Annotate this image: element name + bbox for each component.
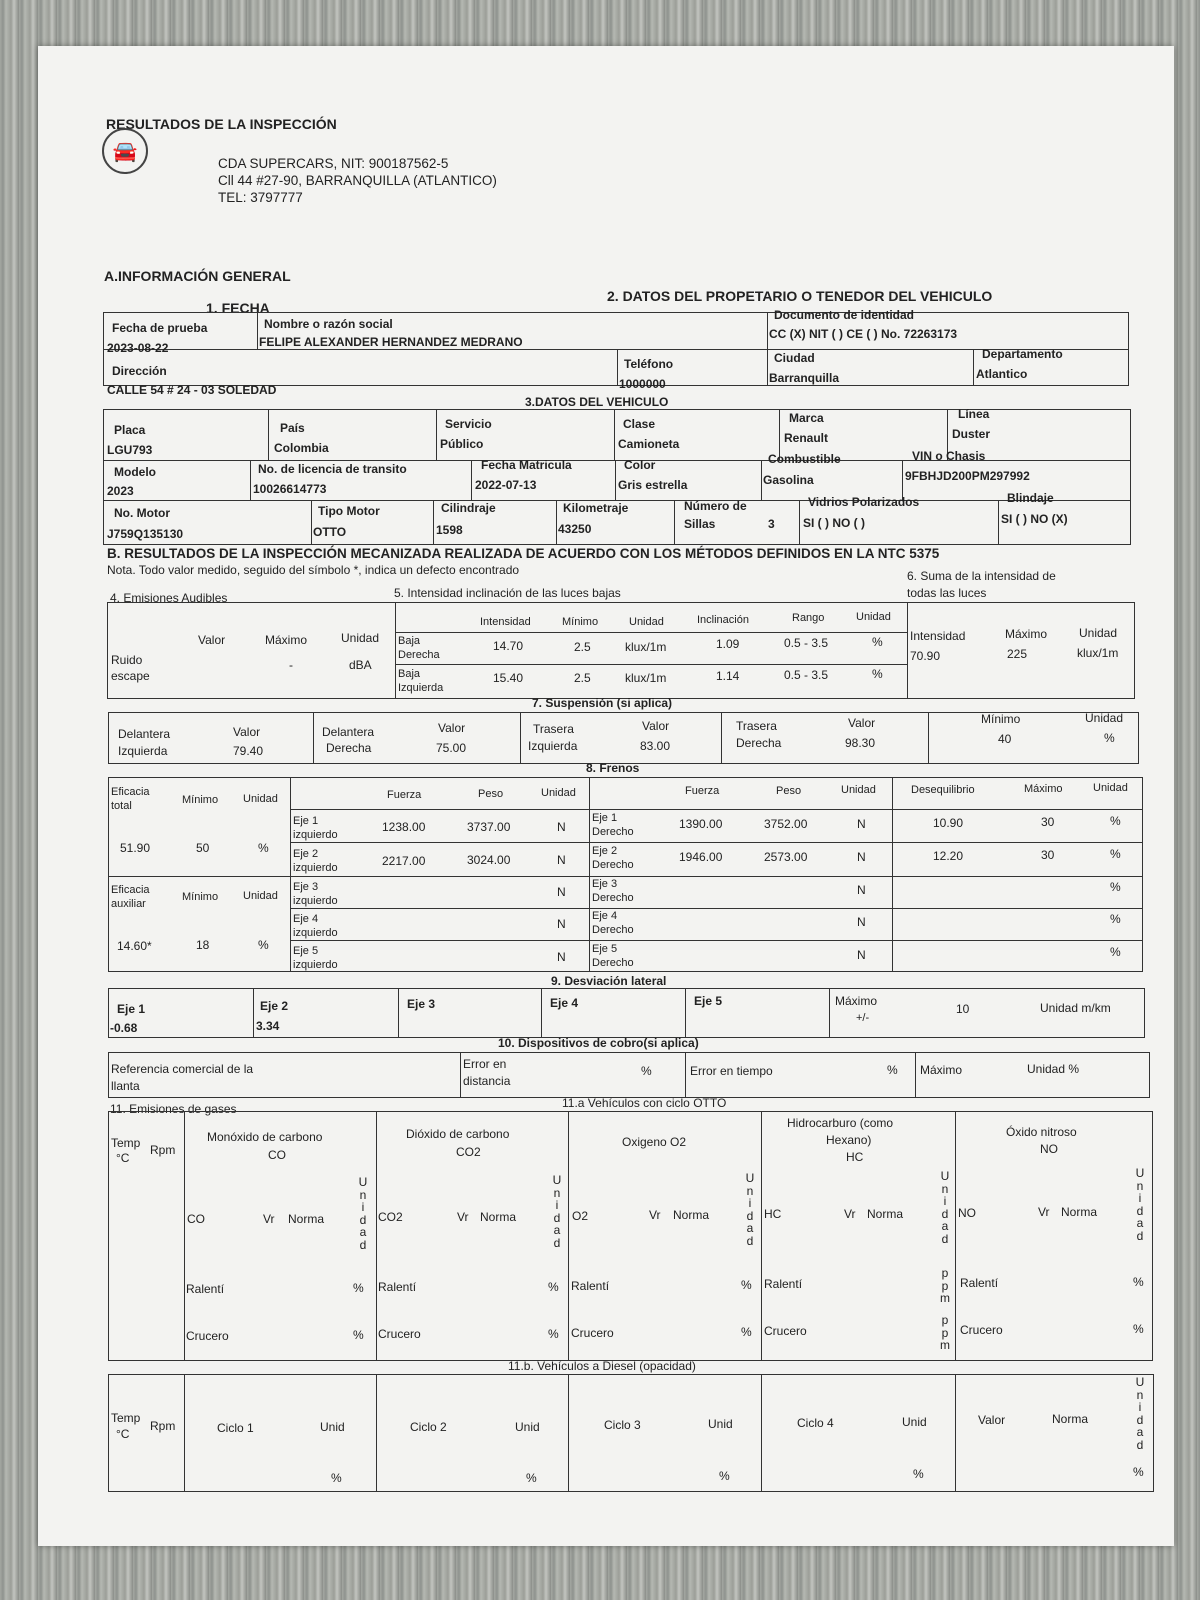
ruido-unidad: dBA bbox=[349, 658, 372, 672]
diesel-ciclo2: Ciclo 2 bbox=[410, 1420, 447, 1434]
modelo-value: 2023 bbox=[107, 484, 134, 498]
diesel-ciclo4: Ciclo 4 bbox=[797, 1416, 834, 1430]
dispositivos-error-dist-1: Error en bbox=[463, 1057, 507, 1071]
frenos-izq-peso-label: Peso bbox=[478, 788, 504, 800]
eficacia-aux-min: 18 bbox=[196, 938, 210, 952]
eje4-izq-unidad: N bbox=[557, 917, 566, 931]
desv-maximo-label-2: +/- bbox=[856, 1012, 870, 1024]
frenos-der-fuerza-label: Fuerza bbox=[685, 785, 720, 797]
suspension-title: 7. Suspensión (si aplica) bbox=[532, 696, 673, 710]
luz-derecha-label-2: Derecha bbox=[398, 649, 440, 661]
eje2-der-peso: 2573.00 bbox=[764, 850, 808, 864]
diesel-unidad-pct: % bbox=[1133, 1465, 1144, 1479]
luz-derecha-unidad2: % bbox=[872, 635, 883, 649]
diesel-table bbox=[108, 1374, 1154, 1492]
eje1-der-peso: 3752.00 bbox=[764, 817, 808, 831]
departamento-value: Atlantico bbox=[976, 367, 1028, 381]
kilometraje-label: Kilometraje bbox=[563, 501, 629, 515]
audibles-maximo-label: Máximo bbox=[265, 633, 308, 647]
desv-eje2-label: Eje 2 bbox=[260, 999, 289, 1013]
eficacia-total-unidad: % bbox=[258, 841, 269, 855]
documento-value: CC (X) NIT ( ) CE ( ) No. 72263173 bbox=[769, 327, 958, 341]
vin-label: VIN o Chasis bbox=[912, 449, 986, 463]
eje1-der-label-2: Derecho bbox=[592, 826, 634, 838]
company-phone: TEL: 3797777 bbox=[218, 190, 303, 205]
dispositivos-error-tiempo: Error en tiempo bbox=[690, 1064, 773, 1078]
blindaje-value: SI ( ) NO (X) bbox=[1001, 512, 1068, 526]
luz-izquierda-label-1: Baja bbox=[398, 668, 421, 680]
combustible-label: Combustible bbox=[768, 452, 841, 466]
eje1-unidad: % bbox=[1110, 814, 1121, 828]
gas-co-name-2: CO bbox=[268, 1148, 286, 1162]
luz-derecha-rango: 0.5 - 3.5 bbox=[784, 636, 829, 650]
suma-title-1: 6. Suma de la intensidad de bbox=[907, 569, 1056, 583]
eje3-unidad: % bbox=[1110, 880, 1121, 894]
blindaje-label: Blindaje bbox=[1007, 491, 1054, 505]
sillas-label-2: Sillas bbox=[684, 517, 716, 531]
susp-di-valor: 79.40 bbox=[233, 744, 264, 758]
eje1-der-label-1: Eje 1 bbox=[592, 812, 618, 824]
eje5-unidad: % bbox=[1110, 945, 1121, 959]
car-icon: 🚘 bbox=[112, 140, 138, 163]
vidrios-label: Vidrios Polarizados bbox=[808, 495, 920, 509]
eje3-izq-label-2: izquierdo bbox=[293, 895, 338, 907]
frenos-der-peso-label: Peso bbox=[776, 785, 802, 797]
propietario-title: 2. DATOS DEL PROPETARIO O TENEDOR DEL VEHICULO bbox=[607, 288, 993, 304]
eje2-izq-label-2: izquierdo bbox=[293, 862, 338, 874]
no-ralenti-pct: % bbox=[1133, 1275, 1144, 1289]
luz-izquierda-rango: 0.5 - 3.5 bbox=[784, 668, 829, 682]
diesel-ciclo1-unid: Unid bbox=[320, 1420, 345, 1434]
susp-minimo-label: Mínimo bbox=[981, 712, 1021, 726]
clase-label: Clase bbox=[623, 417, 656, 431]
licencia-value: 10026614773 bbox=[253, 482, 327, 496]
ciudad-label: Ciudad bbox=[774, 351, 815, 365]
susp-td-valor-label: Valor bbox=[848, 716, 876, 730]
gas-o2-code: O2 bbox=[572, 1209, 589, 1223]
luz-izquierda-intensidad: 15.40 bbox=[493, 671, 524, 685]
dispositivos-title: 10. Dispositivos de cobro(si aplica) bbox=[498, 1036, 699, 1050]
eje2-der-label-2: Derecho bbox=[592, 859, 634, 871]
linea-label: Línea bbox=[958, 407, 990, 421]
eje2-deseq: 12.20 bbox=[933, 849, 964, 863]
diesel-ciclo2-pct: % bbox=[526, 1471, 537, 1485]
dispositivos-table bbox=[108, 1052, 1150, 1098]
eficacia-aux-value: 14.60* bbox=[117, 939, 152, 953]
desv-unidad-label: Unidad m/km bbox=[1040, 1001, 1111, 1015]
diesel-ciclo1-pct: % bbox=[331, 1471, 342, 1485]
telefono-label: Teléfono bbox=[624, 357, 674, 371]
gas-co-code: CO bbox=[187, 1212, 205, 1226]
color-value: Gris estrella bbox=[618, 478, 688, 492]
diesel-ciclo4-pct: % bbox=[913, 1467, 924, 1481]
desv-eje2-value: 3.34 bbox=[256, 1019, 280, 1033]
eje1-der-fuerza: 1390.00 bbox=[679, 817, 723, 831]
section-b-note: Nota. Todo valor medido, seguido del símbolo *, indica un defecto encontrado bbox=[107, 563, 520, 577]
suma-maximo-value: 225 bbox=[1007, 647, 1028, 661]
gas-co2-name-1: Dióxido de carbono bbox=[406, 1127, 510, 1141]
direccion-label: Dirección bbox=[112, 364, 167, 378]
nombre-value: FELIPE ALEXANDER HERNANDEZ MEDRANO bbox=[259, 335, 523, 349]
otto-title: 11.a Vehículos con ciclo OTTO bbox=[562, 1096, 727, 1110]
susp-unidad-value: % bbox=[1104, 731, 1115, 745]
document-title: RESULTADOS DE LA INSPECCIÓN bbox=[106, 116, 337, 132]
o2-crucero-pct: % bbox=[741, 1325, 752, 1339]
gas-co2-name-2: CO2 bbox=[456, 1145, 481, 1159]
gas-hc-name-3: HC bbox=[846, 1150, 864, 1164]
gas-o2-unidad-vertical: U n i d a d bbox=[745, 1171, 755, 1248]
hc-crucero-ppm-vertical: p p m bbox=[940, 1313, 950, 1352]
susp-ti-valor-label: Valor bbox=[642, 719, 670, 733]
luces-header-rango: Rango bbox=[792, 612, 825, 624]
eje4-der-unidad: N bbox=[857, 915, 866, 929]
eje2-der-unidad: N bbox=[857, 850, 866, 864]
suma-intensidad-label: Intensidad bbox=[910, 629, 966, 643]
fecha-prueba-value: 2023-08-22 bbox=[107, 341, 169, 355]
gas-co2-vr: Vr bbox=[457, 1210, 469, 1224]
luz-derecha-intensidad: 14.70 bbox=[493, 639, 524, 653]
luz-derecha-label-1: Baja bbox=[398, 635, 421, 647]
luz-izquierda-unidad2: % bbox=[872, 667, 883, 681]
susp-dd-label-2: Derecha bbox=[326, 741, 372, 755]
luces-header-unidad: Unidad bbox=[629, 616, 664, 628]
susp-ti-label-1: Trasera bbox=[533, 722, 574, 736]
linea-value: Duster bbox=[952, 427, 991, 441]
direccion-value: CALLE 54 # 24 - 03 SOLEDAD bbox=[107, 383, 277, 397]
suma-unidad-value: klux/1m bbox=[1077, 646, 1119, 660]
tipo-motor-value: OTTO bbox=[313, 525, 347, 539]
eficacia-aux-label-2: auxiliar bbox=[111, 898, 146, 910]
vehiculo-title: 3.DATOS DEL VEHICULO bbox=[525, 395, 669, 409]
motor-value: J759Q135130 bbox=[107, 527, 184, 541]
ruido-label-2: escape bbox=[111, 669, 150, 683]
placa-value: LGU793 bbox=[107, 443, 153, 457]
eje2-izq-peso: 3024.00 bbox=[467, 853, 511, 867]
desv-eje4-label: Eje 4 bbox=[550, 996, 579, 1010]
otto-temp-unit: °C bbox=[116, 1151, 130, 1165]
diesel-valor: Valor bbox=[978, 1413, 1006, 1427]
audibles-valor-label: Valor bbox=[198, 633, 226, 647]
gas-co2-code: CO2 bbox=[378, 1210, 403, 1224]
servicio-label: Servicio bbox=[445, 417, 492, 431]
susp-di-label-2: Izquierda bbox=[118, 744, 168, 758]
eje2-der-fuerza: 1946.00 bbox=[679, 850, 723, 864]
susp-td-label-1: Trasera bbox=[736, 719, 777, 733]
diesel-ciclo3-pct: % bbox=[719, 1469, 730, 1483]
diesel-norma: Norma bbox=[1052, 1412, 1089, 1426]
susp-dd-label-1: Delantera bbox=[322, 725, 375, 739]
audibles-unidad-label: Unidad bbox=[341, 631, 380, 645]
co-ralenti-pct: % bbox=[353, 1281, 364, 1295]
dispositivos-maximo: Máximo bbox=[920, 1063, 963, 1077]
no-crucero-pct: % bbox=[1133, 1322, 1144, 1336]
eficacia-total-min-label: Mínimo bbox=[182, 794, 219, 806]
gases-title: 11. Emisiones de gases bbox=[110, 1102, 237, 1116]
suma-intensidad-value: 70.90 bbox=[910, 649, 941, 663]
eje4-izq-label-1: Eje 4 bbox=[293, 913, 319, 925]
eje1-izq-unidad: N bbox=[557, 820, 566, 834]
dispositivos-error-dist-unit: % bbox=[641, 1064, 652, 1078]
desv-eje5-label: Eje 5 bbox=[694, 994, 723, 1008]
gas-no-code: NO bbox=[958, 1206, 976, 1220]
eje5-der-label-1: Eje 5 bbox=[592, 943, 618, 955]
frenos-izq-unidad-label: Unidad bbox=[541, 787, 576, 799]
diesel-ciclo3-unid: Unid bbox=[708, 1417, 733, 1431]
departamento-label: Departamento bbox=[982, 347, 1063, 361]
eje1-izq-label-1: Eje 1 bbox=[293, 815, 319, 827]
ruido-valor: - bbox=[289, 658, 293, 672]
suma-maximo-label: Máximo bbox=[1005, 627, 1048, 641]
gas-no-vr: Vr bbox=[1038, 1205, 1050, 1219]
gas-hc-norma: Norma bbox=[867, 1207, 904, 1221]
combustible-value: Gasolina bbox=[763, 473, 814, 487]
telefono-value: 1000000 bbox=[619, 377, 666, 391]
section-a-title: A.INFORMACIÓN GENERAL bbox=[104, 268, 291, 284]
eje5-izq-unidad: N bbox=[557, 950, 566, 964]
motor-label: No. Motor bbox=[114, 506, 170, 520]
hc-crucero: Crucero bbox=[764, 1324, 807, 1338]
eficacia-aux-min-label: Mínimo bbox=[182, 891, 219, 903]
eje4-der-label-1: Eje 4 bbox=[592, 910, 618, 922]
desviacion-title: 9. Desviación lateral bbox=[551, 974, 667, 988]
desv-eje1-value: -0.68 bbox=[110, 1021, 138, 1035]
o2-ralenti-pct: % bbox=[741, 1278, 752, 1292]
gas-hc-vr: Vr bbox=[844, 1207, 856, 1221]
eje3-izq-label-1: Eje 3 bbox=[293, 881, 319, 893]
vidrios-value: SI ( ) NO ( ) bbox=[803, 516, 865, 530]
gas-co-name-1: Monóxido de carbono bbox=[207, 1130, 323, 1144]
tipo-motor-label: Tipo Motor bbox=[318, 504, 380, 518]
o2-crucero: Crucero bbox=[571, 1326, 614, 1340]
o2-ralenti: Ralentí bbox=[571, 1279, 610, 1293]
frenos-title: 8. Frenos bbox=[586, 761, 640, 775]
eje2-der-label-1: Eje 2 bbox=[592, 845, 618, 857]
eficacia-aux-unidad-label: Unidad bbox=[243, 890, 278, 902]
susp-dd-valor-label: Valor bbox=[438, 721, 466, 735]
company-logo bbox=[102, 128, 148, 174]
diesel-ciclo4-unid: Unid bbox=[902, 1415, 927, 1429]
eficacia-total-label-1: Eficacia bbox=[111, 786, 150, 798]
co2-crucero-pct: % bbox=[548, 1327, 559, 1341]
co-crucero: Crucero bbox=[186, 1329, 229, 1343]
dispositivos-ref-label-2: llanta bbox=[111, 1079, 140, 1093]
dispositivos-error-dist-2: distancia bbox=[463, 1074, 511, 1088]
pais-label: País bbox=[280, 421, 305, 435]
dispositivos-error-tiempo-unit: % bbox=[887, 1063, 898, 1077]
frenos-der-unidad-label: Unidad bbox=[841, 784, 876, 796]
desv-eje1-label: Eje 1 bbox=[117, 1002, 146, 1016]
eje3-der-label-2: Derecho bbox=[592, 892, 634, 904]
eje1-izq-peso: 3737.00 bbox=[467, 820, 511, 834]
frenos-unidad-label: Unidad bbox=[1093, 782, 1128, 794]
licencia-label: No. de licencia de transito bbox=[258, 462, 407, 476]
eje1-der-unidad: N bbox=[857, 817, 866, 831]
diesel-ciclo2-unid: Unid bbox=[515, 1420, 540, 1434]
susp-unidad-label: Unidad bbox=[1085, 711, 1124, 725]
diesel-temp-label: Temp bbox=[111, 1411, 141, 1425]
frenos-max-label: Máximo bbox=[1024, 783, 1063, 795]
gas-co-vr: Vr bbox=[263, 1212, 275, 1226]
eficacia-aux-label-1: Eficacia bbox=[111, 884, 150, 896]
pais-value: Colombia bbox=[274, 441, 329, 455]
placa-label: Placa bbox=[114, 423, 146, 437]
servicio-value: Público bbox=[440, 437, 484, 451]
matricula-label: Fecha Matricula bbox=[481, 458, 572, 472]
hc-ralenti-ppm-vertical: p p m bbox=[940, 1266, 950, 1305]
diesel-ciclo1: Ciclo 1 bbox=[217, 1421, 254, 1435]
susp-td-label-2: Derecha bbox=[736, 736, 782, 750]
luz-izquierda-unidad: klux/1m bbox=[625, 671, 667, 685]
no-crucero: Crucero bbox=[960, 1323, 1003, 1337]
eje5-izq-label-2: izquierdo bbox=[293, 959, 338, 971]
luces-header-unidad2: Unidad bbox=[856, 611, 891, 623]
luz-izquierda-inclinacion: 1.14 bbox=[716, 669, 740, 683]
susp-dd-valor: 75.00 bbox=[436, 741, 467, 755]
gas-co2-unidad-vertical: U n i d a d bbox=[552, 1173, 562, 1250]
frenos-deseq-label: Desequilibrio bbox=[911, 784, 975, 796]
co-crucero-pct: % bbox=[353, 1328, 364, 1342]
luz-derecha-minimo: 2.5 bbox=[574, 640, 591, 654]
marca-value: Renault bbox=[784, 431, 829, 445]
diesel-temp-unit: °C bbox=[116, 1427, 130, 1441]
gas-hc-name-2: Hexano) bbox=[826, 1133, 872, 1147]
company-address: Cll 44 #27-90, BARRANQUILLA (ATLANTICO) bbox=[218, 173, 497, 188]
otto-temp-label: Temp bbox=[111, 1136, 141, 1150]
no-ralenti: Ralentí bbox=[960, 1276, 999, 1290]
cilindraje-value: 1598 bbox=[436, 523, 463, 537]
ruido-label-1: Ruido bbox=[111, 653, 143, 667]
color-label: Color bbox=[624, 458, 656, 472]
diesel-rpm-label: Rpm bbox=[150, 1419, 176, 1433]
eje4-izq-label-2: izquierdo bbox=[293, 927, 338, 939]
luz-derecha-unidad: klux/1m bbox=[625, 640, 667, 654]
eje4-unidad: % bbox=[1110, 912, 1121, 926]
eje2-izq-fuerza: 2217.00 bbox=[382, 854, 426, 868]
eje5-der-unidad: N bbox=[857, 948, 866, 962]
gas-o2-norma: Norma bbox=[673, 1208, 710, 1222]
susp-di-label-1: Delantera bbox=[118, 727, 171, 741]
luz-izquierda-label-2: Izquierda bbox=[398, 682, 444, 694]
fecha-prueba-label: Fecha de prueba bbox=[112, 321, 208, 335]
co-ralenti: Ralentí bbox=[186, 1282, 225, 1296]
gas-o2-vr: Vr bbox=[649, 1208, 661, 1222]
nombre-label: Nombre o razón social bbox=[264, 317, 393, 331]
eficacia-aux-unidad: % bbox=[258, 938, 269, 952]
eficacia-total-unidad-label: Unidad bbox=[243, 793, 278, 805]
gas-hc-unidad-vertical: U n i d a d bbox=[940, 1169, 950, 1246]
suma-title-2: todas las luces bbox=[907, 586, 987, 600]
cilindraje-label: Cilindraje bbox=[441, 501, 496, 515]
sillas-label-1: Número de bbox=[684, 499, 747, 513]
company-name: CDA SUPERCARS, NIT: 900187562-5 bbox=[218, 156, 449, 171]
desv-maximo-label-1: Máximo bbox=[835, 994, 878, 1008]
gas-no-name-2: NO bbox=[1040, 1142, 1058, 1156]
diesel-unidad-vertical: U n i d a d bbox=[1135, 1375, 1145, 1452]
susp-td-valor: 98.30 bbox=[845, 736, 876, 750]
desv-eje3-label: Eje 3 bbox=[407, 997, 436, 1011]
eje1-izq-label-2: izquierdo bbox=[293, 829, 338, 841]
eje3-izq-unidad: N bbox=[557, 885, 566, 899]
gas-no-norma: Norma bbox=[1061, 1205, 1098, 1219]
luces-title: 5. Intensidad inclinación de las luces bajas bbox=[394, 586, 621, 600]
documento-label: Documento de identidad bbox=[774, 308, 915, 322]
suma-unidad-label: Unidad bbox=[1079, 626, 1118, 640]
desv-maximo-value: 10 bbox=[956, 1002, 970, 1016]
gas-co-unidad-vertical: U n i d a d bbox=[358, 1175, 368, 1252]
susp-ti-label-2: Izquierda bbox=[528, 739, 578, 753]
susp-minimo-value: 40 bbox=[998, 732, 1012, 746]
ciudad-value: Barranquilla bbox=[769, 371, 840, 385]
sillas-value: 3 bbox=[768, 517, 775, 531]
luz-izquierda-minimo: 2.5 bbox=[574, 671, 591, 685]
eficacia-total-label-2: total bbox=[111, 800, 132, 812]
clase-value: Camioneta bbox=[618, 437, 680, 451]
hc-ralenti: Ralentí bbox=[764, 1277, 803, 1291]
eficacia-total-value: 51.90 bbox=[120, 841, 151, 855]
luces-header-minimo: Mínimo bbox=[562, 616, 599, 628]
eje1-max: 30 bbox=[1041, 815, 1055, 829]
co2-crucero: Crucero bbox=[378, 1327, 421, 1341]
luces-header-inclinacion: Inclinación bbox=[697, 614, 749, 626]
eje2-izq-unidad: N bbox=[557, 853, 566, 867]
co2-ralenti-pct: % bbox=[548, 1280, 559, 1294]
luz-derecha-inclinacion: 1.09 bbox=[716, 637, 740, 651]
eje3-der-label-1: Eje 3 bbox=[592, 878, 618, 890]
eje5-der-label-2: Derecho bbox=[592, 957, 634, 969]
co2-ralenti: Ralentí bbox=[378, 1280, 417, 1294]
diesel-title: 11.b. Vehículos a Diesel (opacidad) bbox=[508, 1359, 696, 1373]
luces-header-intensidad: Intensidad bbox=[480, 616, 531, 628]
eje3-der-unidad: N bbox=[857, 883, 866, 897]
vin-value: 9FBHJD200PM297992 bbox=[905, 469, 1030, 483]
gas-co2-norma: Norma bbox=[480, 1210, 517, 1224]
section-b-title: B. RESULTADOS DE LA INSPECCIÓN MECANIZADA REALIZADA DE ACUERDO CON LOS MÉTODOS DEFINIDOS EN LA NTC 5375 bbox=[107, 546, 940, 561]
eficacia-total-min: 50 bbox=[196, 841, 210, 855]
matricula-value: 2022-07-13 bbox=[475, 478, 537, 492]
gas-hc-name-1: Hidrocarburo (como bbox=[787, 1116, 894, 1130]
gas-no-unidad-vertical: U n i d a d bbox=[1135, 1166, 1145, 1243]
gas-no-name-1: Óxido nitroso bbox=[1006, 1125, 1077, 1139]
gas-hc-code: HC bbox=[764, 1207, 782, 1221]
emisiones-audibles-title: 4. Emisiones Audibles bbox=[110, 591, 228, 605]
modelo-label: Modelo bbox=[114, 465, 156, 479]
dispositivos-unidad: Unidad % bbox=[1027, 1062, 1080, 1076]
eje2-unidad: % bbox=[1110, 847, 1121, 861]
diesel-ciclo3: Ciclo 3 bbox=[604, 1418, 641, 1432]
eje2-max: 30 bbox=[1041, 848, 1055, 862]
susp-ti-valor: 83.00 bbox=[640, 739, 671, 753]
dispositivos-ref-label-1: Referencia comercial de la bbox=[111, 1062, 254, 1076]
frenos-izq-fuerza-label: Fuerza bbox=[387, 789, 422, 801]
eje5-izq-label-1: Eje 5 bbox=[293, 945, 319, 957]
marca-label: Marca bbox=[789, 411, 824, 425]
eje1-izq-fuerza: 1238.00 bbox=[382, 820, 426, 834]
gas-co-norma: Norma bbox=[288, 1212, 325, 1226]
susp-di-valor-label: Valor bbox=[233, 725, 261, 739]
luces-table bbox=[107, 602, 1135, 699]
otto-rpm-label: Rpm bbox=[150, 1143, 176, 1157]
fecha-title: 1. FECHA bbox=[206, 300, 270, 316]
eje2-izq-label-1: Eje 2 bbox=[293, 848, 319, 860]
kilometraje-value: 43250 bbox=[558, 522, 592, 536]
eje4-der-label-2: Derecho bbox=[592, 924, 634, 936]
eje1-deseq: 10.90 bbox=[933, 816, 964, 830]
gas-o2-name-1: Oxigeno O2 bbox=[622, 1135, 687, 1149]
